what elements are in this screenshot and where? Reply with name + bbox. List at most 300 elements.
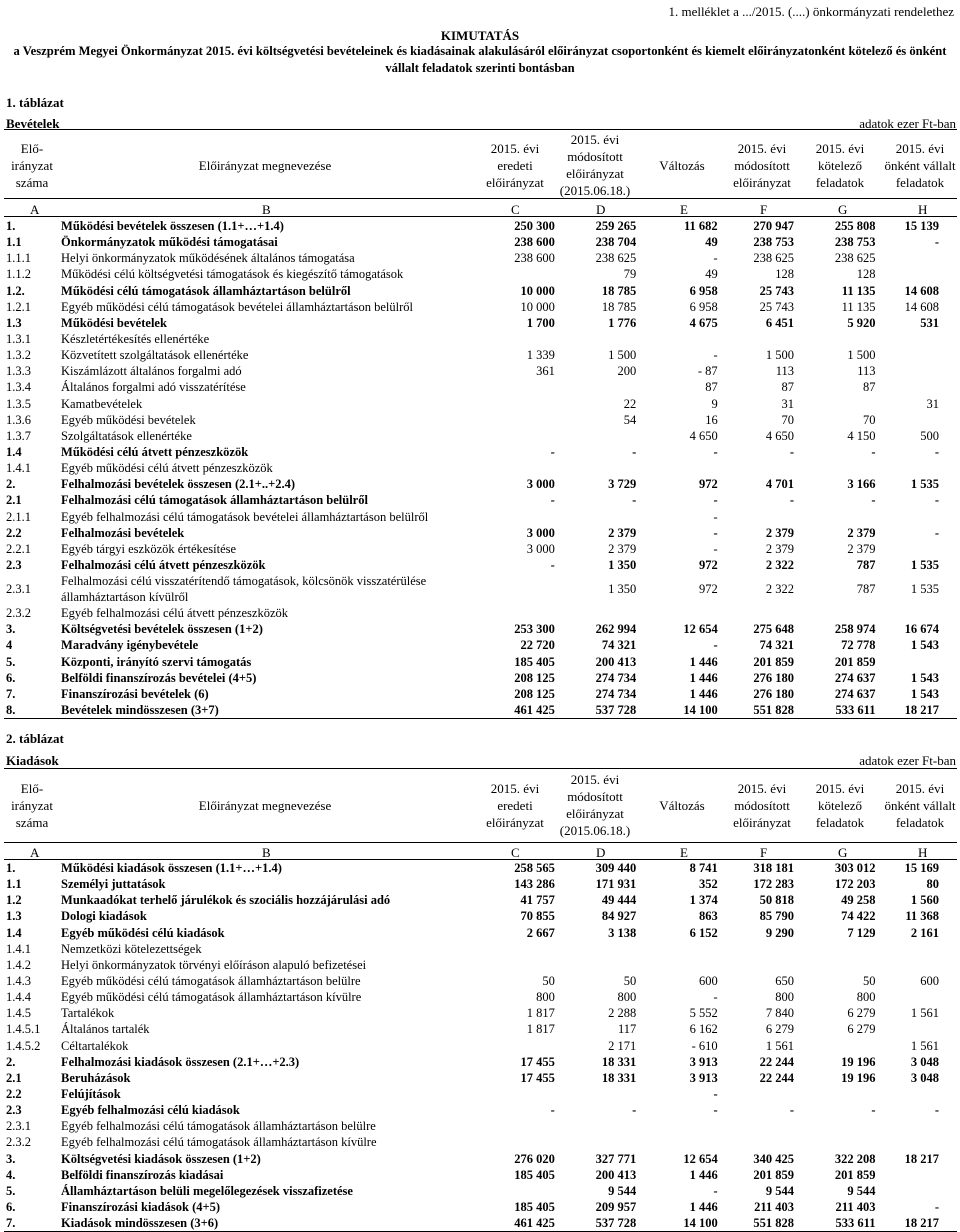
cell-name: Felhalmozási célú átvett pénzeszközök [61, 558, 266, 573]
cell-f: 70 [781, 412, 795, 427]
cell-e: 3 913 [689, 1054, 718, 1069]
cell-e: - [713, 348, 718, 363]
cell-name: Céltartalékok [61, 1038, 129, 1053]
cell-h [875, 541, 957, 557]
cell-code: 1.4.5.1 [6, 1022, 41, 1037]
cell-f: 551 828 [718, 1215, 794, 1232]
cell-d: 1 350 [608, 558, 637, 573]
cell-name: Kiadások mindösszesen (3+6) [61, 1215, 478, 1232]
cell-name: Kiszámlázott általános forgalmi adó [61, 364, 242, 379]
cell-e: 16 [705, 412, 718, 427]
cell-e: - [713, 1183, 718, 1198]
cell-g: 4 150 [847, 428, 876, 443]
cell-c [478, 266, 554, 282]
cell-g: 128 [856, 267, 876, 282]
cell-c: 10 000 [520, 299, 555, 314]
cell-code: 2.2 [6, 525, 22, 540]
cell-d [555, 331, 636, 347]
cell-code: 2.3.2 [6, 606, 31, 621]
cell-c [478, 1118, 554, 1134]
cell-d: 1 776 [608, 315, 637, 330]
cell-c: 185 405 [514, 1200, 555, 1215]
cell-g: 258 974 [834, 622, 876, 637]
table-row [4, 892, 957, 908]
cell-c: 3 000 [526, 525, 555, 540]
cell-f: 25 743 [759, 299, 795, 314]
cell-e: 1 446 [689, 686, 718, 701]
cell-h: 31 [926, 396, 939, 411]
header-h-line: 2015. évi [895, 140, 945, 156]
column-letter-d: D [596, 845, 606, 860]
cell-c: 50 [542, 974, 555, 989]
cell-g: 7 129 [847, 925, 876, 940]
cell-g: 238 625 [834, 251, 876, 266]
cell-c: 10 000 [520, 283, 555, 298]
cell-g [794, 1086, 875, 1102]
cell-c: 185 405 [514, 654, 555, 669]
cell-e: - [713, 1103, 718, 1118]
table1-column-letters [4, 202, 957, 216]
cell-d: 79 [623, 267, 637, 282]
table-row [4, 1005, 957, 1021]
header-code-line: Elő- [20, 780, 44, 796]
column-letter-h: H [918, 202, 928, 217]
cell-code: 1.3 [6, 909, 22, 924]
cell-name: Egyéb működési célú kiadások [61, 925, 225, 940]
cell-h [875, 941, 957, 957]
cell-code: 1.4.4 [6, 990, 31, 1005]
cell-d: 274 734 [595, 686, 637, 701]
cell-e: 12 654 [683, 1151, 718, 1166]
cell-c [478, 460, 554, 476]
row-name-line1: Felhalmozási célú visszatérítendő támogatások, kölcsönök visszatérülése [61, 574, 427, 589]
cell-c: 800 [536, 990, 555, 1005]
header-c-line: eredeti [497, 797, 533, 813]
cell-g: 800 [856, 990, 876, 1005]
cell-e: 1 446 [689, 1200, 718, 1215]
cell-code: 6. [6, 670, 16, 685]
cell-h: 3 048 [910, 1054, 939, 1069]
cell-e: 49 [705, 267, 718, 282]
annex-reference: 1. melléklet a .../2015. (....) önkormányzati rendelethez [668, 4, 954, 19]
cell-g: - [871, 493, 876, 508]
table-row [4, 412, 957, 428]
cell-e [636, 957, 717, 973]
cell-code: 1.4 [6, 925, 22, 940]
cell-g: 255 808 [834, 219, 876, 234]
cell-name: Felhalmozási kiadások összesen (2.1+…+2.3) [61, 1054, 300, 1069]
cell-c: 250 300 [514, 219, 555, 234]
cell-c: 1 700 [526, 315, 555, 330]
cell-f: 9 290 [765, 925, 795, 940]
cell-h: 1 543 [910, 670, 939, 685]
cell-c [478, 1038, 554, 1054]
cell-e: 863 [698, 909, 718, 924]
cell-d: 2 379 [608, 525, 637, 540]
cell-d: 209 957 [595, 1200, 637, 1215]
cell-code: 1.1 [6, 877, 22, 892]
cell-name: Személyi juttatások [61, 877, 166, 892]
cell-c: 208 125 [514, 686, 555, 701]
table2-header-rule [4, 842, 957, 843]
header-d-line: 2015. évi [570, 132, 620, 147]
header-h-line: önként vállalt [884, 157, 956, 173]
cell-code: 2. [6, 477, 16, 492]
header-e-line: Változás [659, 157, 705, 173]
cell-name: Működési célú támogatások államháztartáson belülről [61, 283, 351, 298]
cell-h [875, 1021, 957, 1037]
document-subtitle-line2: vállalt feladatok szerinti bontásban [385, 61, 575, 75]
cell-code: 2.1 [6, 493, 22, 508]
cell-h: 500 [920, 428, 939, 443]
header-code-line: irányzat [11, 157, 53, 173]
cell-e: 49 [705, 235, 718, 250]
cell-d: 3 138 [608, 925, 637, 940]
cell-g: 1 500 [847, 348, 876, 363]
cell-code: 1.3.2 [6, 348, 31, 363]
cell-code: 2.3.1 [6, 582, 31, 597]
cell-c: 253 300 [514, 622, 555, 637]
cell-e: 1 446 [689, 654, 718, 669]
cell-h [875, 250, 957, 266]
cell-f: 211 403 [754, 1200, 795, 1215]
cell-f: 238 753 [753, 235, 795, 250]
table-row [4, 557, 957, 573]
table-row [4, 621, 957, 637]
cell-code: 1.4.5.2 [6, 1038, 41, 1053]
cell-f: 113 [775, 364, 795, 379]
cell-h [875, 379, 957, 395]
cell-c: 1 817 [526, 1022, 555, 1037]
table-row [4, 396, 957, 412]
header-f-line: módosított [734, 157, 790, 173]
cell-name: Egyéb működési célú támogatások bevételei államháztartáson belülről [61, 299, 413, 314]
cell-c: - [550, 1103, 555, 1118]
cell-f: 4 650 [765, 428, 795, 443]
cell-name: Egyéb felhalmozási célú kiadások [61, 1103, 240, 1118]
cell-h: - [934, 493, 939, 508]
column-letter-f: F [760, 202, 768, 217]
cell-h: - [934, 525, 939, 540]
header-h-line: feladatok [895, 174, 945, 190]
table-row [4, 1070, 957, 1086]
cell-h [875, 266, 957, 282]
cell-f: 551 828 [718, 702, 794, 719]
cell-f: 31 [781, 396, 795, 411]
header-c-line: eredeti [497, 157, 533, 173]
cell-c: 276 020 [514, 1151, 555, 1166]
header-name-line: Előirányzat megnevezése [198, 797, 332, 813]
cell-e [636, 605, 717, 621]
cell-name: Egyéb működési bevételek [61, 412, 196, 427]
cell-g [794, 331, 875, 347]
cell-c: - [550, 558, 555, 573]
cell-e: 1 446 [689, 1167, 718, 1182]
cell-g: 11 135 [841, 283, 876, 298]
cell-g: 3 166 [847, 477, 876, 492]
cell-f [718, 605, 794, 621]
cell-h: 3 048 [910, 1070, 939, 1085]
table-row [4, 315, 957, 331]
cell-g: - [871, 1103, 876, 1118]
cell-f: - [789, 445, 795, 460]
cell-g: - [871, 445, 876, 460]
header-h-line: önként vállalt [884, 797, 956, 813]
table-row [4, 1199, 957, 1215]
cell-e [636, 460, 717, 476]
cell-c: 2 667 [526, 925, 555, 940]
column-letter-c: C [511, 845, 520, 860]
cell-name: Szolgáltatások ellenértéke [61, 428, 192, 443]
cell-c: - [550, 493, 555, 508]
cell-name: Felhalmozási bevételek [61, 525, 185, 540]
cell-g: 19 196 [841, 1070, 876, 1085]
cell-e: 9 [711, 396, 718, 411]
table-row [4, 1183, 957, 1199]
cell-e: 6 152 [689, 925, 718, 940]
cell-code: 1.3.3 [6, 364, 31, 379]
cell-c: 3 000 [526, 541, 555, 556]
cell-g: 322 208 [834, 1151, 876, 1166]
cell-code: 1.4.5 [6, 1006, 31, 1021]
cell-g [794, 460, 875, 476]
cell-g [794, 941, 875, 957]
header-c-line: 2015. évi [490, 780, 540, 796]
cell-h [875, 957, 957, 973]
cell-f: 2 379 [765, 541, 795, 556]
cell-f: 1 500 [765, 348, 795, 363]
cell-code: 1. [6, 861, 16, 876]
cell-g: 113 [857, 364, 876, 379]
table1-unit: adatok ezer Ft-ban [859, 116, 956, 131]
cell-f: 238 625 [753, 251, 795, 266]
cell-c: 461 425 [478, 1215, 554, 1232]
table-row [4, 908, 957, 924]
cell-d [555, 1134, 636, 1150]
table-row [4, 525, 957, 541]
header-c-line: előirányzat [486, 174, 544, 190]
cell-code: 4. [6, 1167, 16, 1182]
cell-e: 972 [698, 582, 718, 597]
cell-g: 6 279 [847, 1006, 876, 1021]
cell-h: 15 139 [904, 219, 939, 234]
cell-g: 274 637 [834, 670, 876, 685]
cell-code: 5. [6, 654, 16, 669]
cell-h: 1 535 [910, 558, 939, 573]
cell-e: - [713, 509, 718, 524]
cell-e: 5 552 [689, 1006, 718, 1021]
cell-name: Államháztartáson belüli megelőlegezések visszafizetése [61, 1183, 353, 1198]
cell-h: 1 543 [910, 638, 939, 653]
cell-d: - [632, 1103, 637, 1118]
header-code-line: száma [15, 174, 49, 190]
cell-d: 327 771 [595, 1151, 637, 1166]
cell-g: 172 203 [834, 877, 876, 892]
cell-g: 2 379 [847, 541, 876, 556]
cell-name: Munkaadókat terhelő járulékok és szociális hozzájárulási adó [61, 893, 391, 908]
cell-f: 201 859 [753, 1167, 795, 1182]
cell-d: 22 [623, 396, 637, 411]
cell-d: 800 [617, 990, 637, 1005]
cell-h [875, 1183, 957, 1199]
cell-code: 1.2.1 [6, 299, 31, 314]
column-letter-h: H [918, 845, 928, 860]
cell-f: 50 818 [759, 893, 795, 908]
cell-c [478, 331, 554, 347]
header-g-line: 2015. évi [815, 140, 865, 156]
cell-h: 11 368 [905, 909, 939, 924]
cell-c: 461 425 [478, 702, 554, 719]
cell-code: 6. [6, 1200, 16, 1215]
table2-unit: adatok ezer Ft-ban [859, 753, 956, 768]
cell-g: 72 778 [841, 638, 876, 653]
cell-c: 17 455 [520, 1054, 555, 1069]
cell-f: - [789, 1103, 795, 1118]
cell-c [478, 941, 554, 957]
column-letter-d: D [596, 202, 606, 217]
cell-code: 1.3.5 [6, 396, 31, 411]
cell-name: Egyéb működési célú támogatások államháztartáson kívülre [61, 990, 362, 1005]
cell-d: 238 704 [595, 235, 637, 250]
cell-code: 1.4.3 [6, 974, 31, 989]
cell-f: 87 [781, 380, 795, 395]
cell-c [478, 412, 554, 428]
table1-revenues [4, 218, 957, 719]
header-g-line: feladatok [815, 814, 865, 830]
cell-e: - 610 [691, 1038, 718, 1053]
cell-c: 258 565 [514, 861, 555, 876]
cell-e: 4 675 [689, 315, 718, 330]
cell-g: 787 [856, 582, 876, 597]
cell-f: 6 279 [765, 1022, 795, 1037]
cell-f: 650 [775, 974, 795, 989]
cell-code: 7. [4, 1215, 61, 1232]
cell-h [875, 605, 957, 621]
cell-code: 1.1.2 [6, 267, 31, 282]
cell-f: 2 322 [765, 582, 795, 597]
header-g-line: kötelező [817, 797, 863, 813]
cell-g: 274 637 [834, 686, 876, 701]
table-row [4, 702, 957, 719]
cell-h: 600 [920, 974, 939, 989]
cell-e [636, 331, 717, 347]
header-g-line: feladatok [815, 174, 865, 190]
table-row [4, 460, 957, 476]
cell-e: - [713, 1087, 718, 1102]
cell-e: - [713, 525, 718, 540]
cell-h [875, 412, 957, 428]
cell-e: - [713, 493, 718, 508]
cell-name: Helyi önkormányzatok törvényi előíráson alapuló befizetései [61, 957, 367, 972]
table-row [4, 476, 957, 492]
cell-d: 200 [617, 364, 637, 379]
cell-e [636, 1118, 717, 1134]
cell-name: Tartalékok [61, 1006, 115, 1021]
cell-g: 50 [862, 974, 876, 989]
table-row [4, 1038, 957, 1054]
cell-f: 85 790 [759, 909, 795, 924]
table-row [4, 989, 957, 1005]
cell-name: Dologi kiadások [61, 909, 147, 924]
cell-e: 11 682 [684, 219, 718, 234]
table-row [4, 379, 957, 395]
table2-label: 2. táblázat [6, 731, 64, 746]
cell-e: 12 654 [683, 622, 718, 637]
table-row [4, 925, 957, 941]
cell-d: 238 625 [595, 251, 637, 266]
cell-h [875, 1167, 957, 1183]
cell-name: Központi, irányító szervi támogatás [61, 654, 252, 669]
cell-code: 7. [6, 686, 16, 701]
cell-c: 17 455 [520, 1070, 555, 1085]
cell-g: 787 [856, 558, 876, 573]
header-code-line: irányzat [11, 797, 53, 813]
cell-name: Egyéb felhalmozási célú támogatások bevételei államháztartáson belülről [61, 509, 429, 524]
table-row [4, 283, 957, 299]
cell-name: Általános tartalék [61, 1022, 150, 1037]
cell-c: 1 817 [526, 1006, 555, 1021]
cell-h: - [934, 235, 939, 250]
cell-d: 2 379 [608, 541, 637, 556]
cell-e: 6 162 [689, 1022, 718, 1037]
cell-e: - [713, 990, 718, 1005]
cell-e: 1 374 [689, 893, 718, 908]
cell-d: 309 440 [595, 861, 637, 876]
cell-name: Egyéb felhalmozási célú átvett pénzeszközök [61, 606, 288, 621]
cell-name: Egyéb tárgyi eszközök értékesítése [61, 541, 237, 556]
cell-d: 200 413 [595, 1167, 637, 1182]
cell-d: 117 [617, 1022, 637, 1037]
cell-name: Felújítások [61, 1087, 121, 1102]
document-subtitle-line1: a Veszprém Megyei Önkormányzat 2015. évi költségvetési bevételeinek és kiadásainak alakulásáról előirányzat csoportonként és kiemelt előirányzatonként kötelező és önként [13, 44, 947, 58]
cell-code: 1.4.1 [6, 941, 31, 956]
cell-c [478, 1086, 554, 1102]
cell-g: 87 [862, 380, 876, 395]
table-row [4, 492, 957, 508]
cell-g [794, 1134, 875, 1150]
header-code-line: száma [15, 814, 49, 830]
cell-g: 201 859 [834, 1167, 876, 1182]
cell-g: 19 196 [841, 1054, 876, 1069]
cell-h: 2 161 [910, 925, 939, 940]
cell-code: 2.1 [6, 1070, 22, 1085]
cell-code: 1. [6, 219, 16, 234]
column-letter-e: E [680, 202, 688, 217]
cell-f: 172 283 [753, 877, 795, 892]
cell-h: 531 [920, 315, 939, 330]
cell-c [478, 509, 554, 525]
cell-g: 211 403 [835, 1200, 876, 1215]
cell-d: 537 728 [555, 1215, 636, 1232]
cell-f: 276 180 [753, 686, 795, 701]
cell-c [478, 1183, 554, 1199]
cell-e [636, 941, 717, 957]
cell-h: - [934, 1103, 939, 1118]
cell-h [875, 989, 957, 1005]
cell-f: 9 544 [765, 1183, 795, 1198]
cell-e: 14 100 [636, 1215, 717, 1232]
cell-h: 18 217 [875, 1215, 957, 1232]
table-row [4, 299, 957, 315]
table-row [4, 250, 957, 266]
cell-h: - [934, 1200, 939, 1215]
header-d-line: (2015.06.18.) [559, 183, 631, 198]
cell-g: 201 859 [834, 654, 876, 669]
cell-f: 276 180 [753, 670, 795, 685]
row-name-line2: államháztartáson kívülről [61, 590, 189, 605]
cell-code: 8. [4, 702, 61, 719]
cell-g: 303 012 [834, 861, 876, 876]
